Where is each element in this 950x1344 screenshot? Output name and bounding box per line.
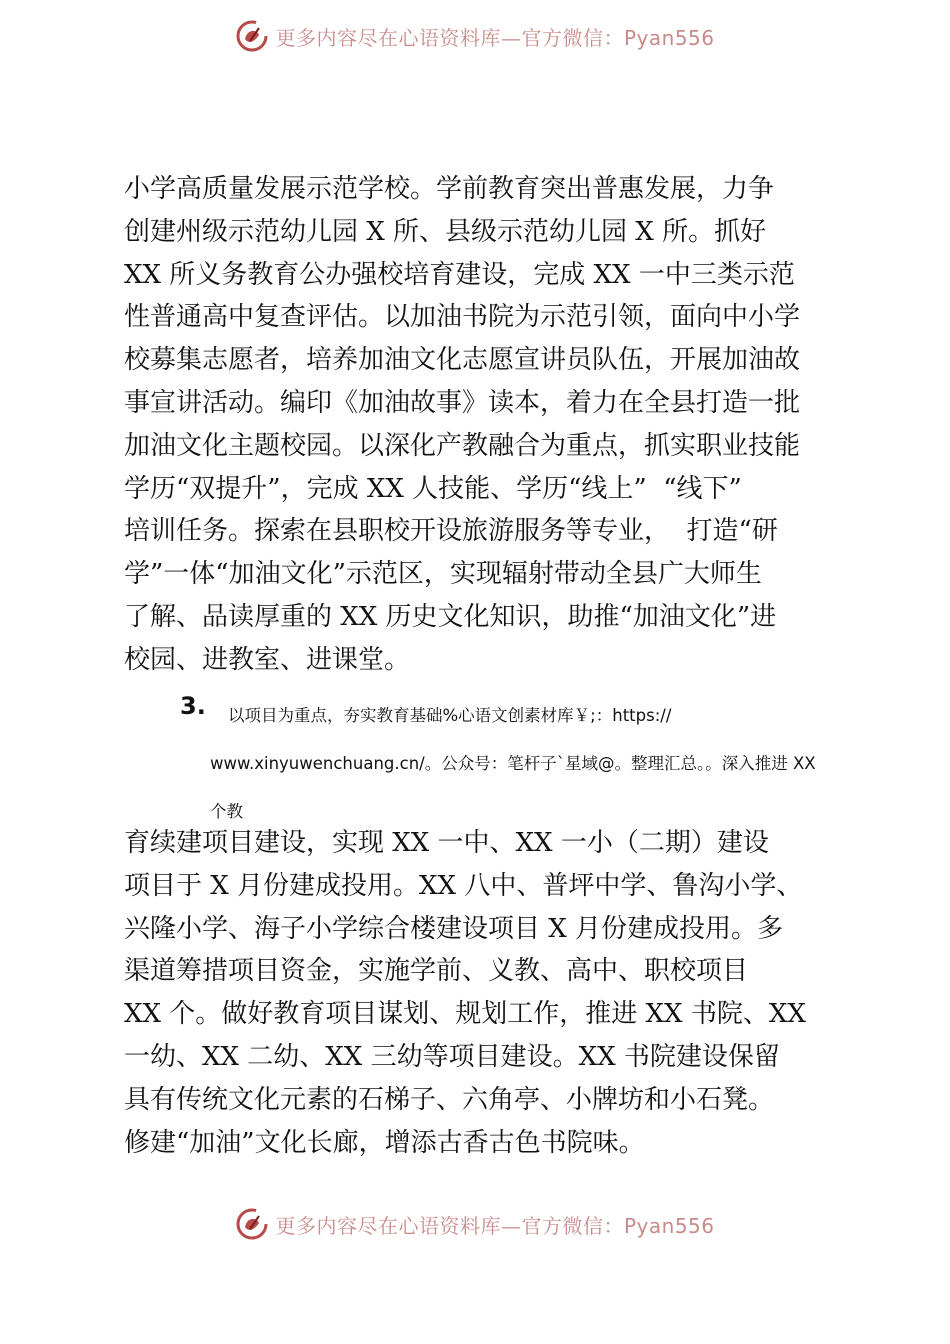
heart-brush-logo-icon: [235, 1207, 269, 1241]
text-line: 学”一体“加油文化”示范区，实现辐射带动全县广大师生: [124, 559, 762, 590]
text-line: 渠道筹措项目资金，实施学前、义教、高中、职校项目: [124, 956, 749, 987]
header-watermark: [0, 16, 950, 56]
text-line: XX 所义务教育公办强校培育建设，完成 XX 一中三类示范: [124, 259, 795, 290]
text-line: 小学高质量发展示范学校。学前教育突出普惠发展，力争: [124, 174, 775, 204]
paragraph-1: [124, 168, 844, 682]
text-line: 校募集志愿者，培养加油文化志愿宣讲员队伍，开展加油故: [124, 345, 801, 376]
item-number: 3.: [180, 692, 206, 720]
text-line: 兴隆小学、海子小学综合楼建设项目 X 月份建成投用。多: [124, 913, 784, 944]
watermark-text: 更多内容尽在心语资料库—官方微信：Pyan556: [275, 25, 715, 50]
text-line: 性普通高中复查评估。以加油书院为示范引领，面向中小学: [124, 302, 801, 333]
text-line: 加油文化主题校园。以深化产教融合为重点，抓实职业技能: [124, 430, 801, 461]
item-heading-line-3: 个教: [210, 802, 243, 821]
text-line: 培训任务。探索在县职校开设旅游服务等专业， 打造“研: [124, 516, 778, 547]
text-line: 创建州级示范幼儿园 X 所、县级示范幼儿园 X 所。抓好: [124, 216, 767, 247]
text-line: 一幼、XX 二幼、XX 三幼等项目建设。XX 书院建设保留: [124, 1041, 780, 1072]
text-line: 学历“双提升”，完成 XX 人技能、学历“线上” “线下”: [124, 473, 742, 504]
item-heading-line-1: 以项目为重点，夯实教育基础%心语文创素材库￥;：https://: [228, 706, 672, 725]
text-line: 项目于 X 月份建成投用。XX 八中、普坪中学、鲁沟小学、: [124, 870, 803, 901]
text-line: 具有传统文化元素的石梯子、六角亭、小牌坊和小石凳。: [124, 1084, 775, 1115]
paragraph-2: [124, 822, 844, 1164]
item-heading-line-2: www.xinyuwenchuang.cn/。公众号：笔杆子`星域@。整理汇总。。深入推进 XX: [210, 754, 816, 773]
text-line: 了解、品读厚重的 XX 历史文化知识，助推“加油文化”进: [124, 601, 777, 632]
heart-brush-logo-icon: [235, 19, 269, 53]
text-line: XX 个。做好教育项目谋划、规划工作，推进 XX 书院、XX: [124, 999, 806, 1030]
footer-watermark: [0, 1204, 950, 1244]
text-line: 育续建项目建设，实现 XX 一中、XX 一小（二期）建设: [124, 828, 769, 858]
text-line: 修建“加油”文化长廊，增添古香古色书院味。: [124, 1127, 645, 1158]
text-line: 校园、进教室、进课堂。: [124, 644, 411, 675]
text-line: 事宣讲活动。编印《加油故事》读本，着力在全县打造一批: [124, 387, 801, 418]
watermark-text: 更多内容尽在心语资料库—官方微信：Pyan556: [275, 1213, 715, 1238]
